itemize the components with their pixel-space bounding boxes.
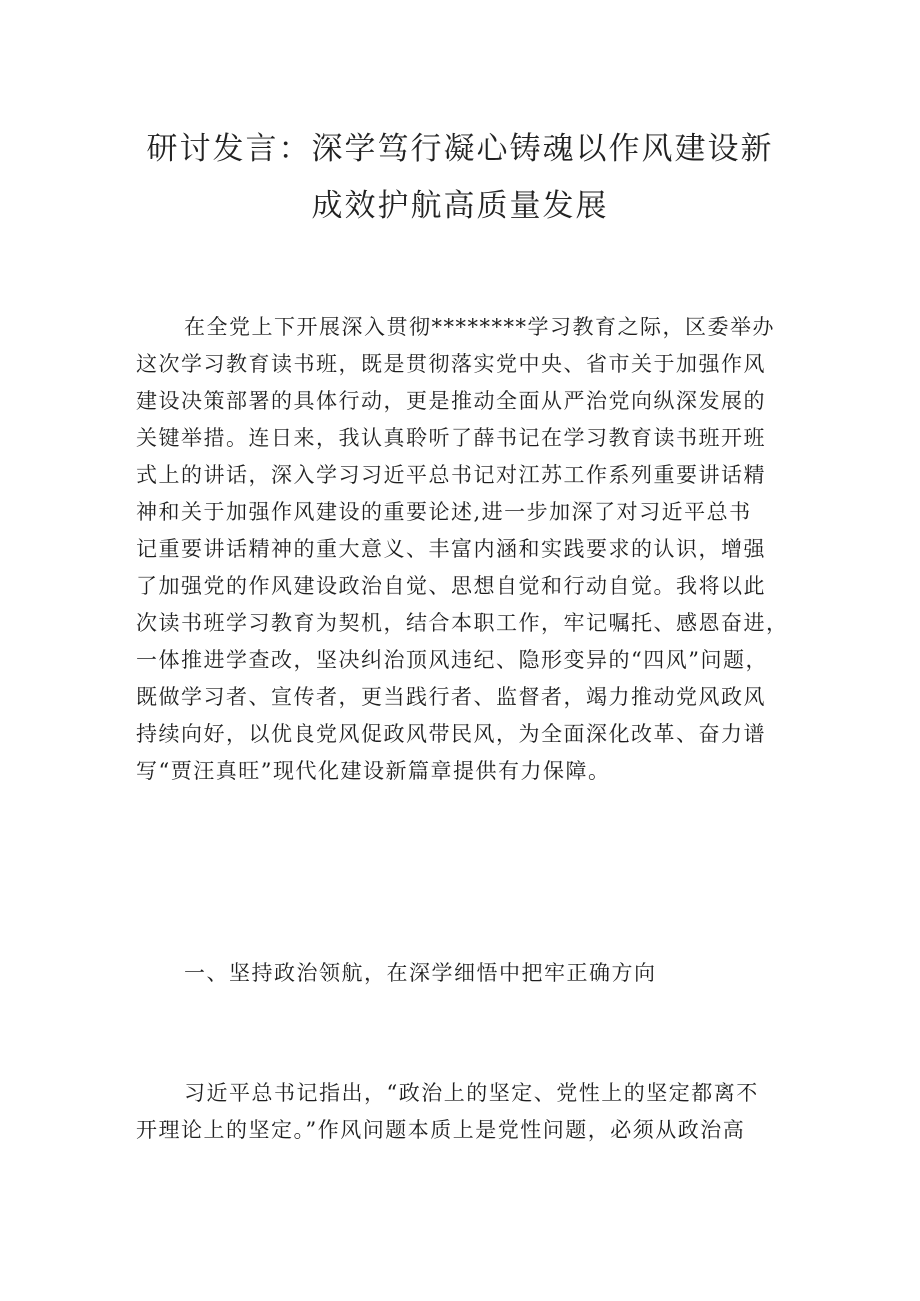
paragraph-line: 了加强党的作风建设政治自觉、思想自觉和行动自觉。我将以此 <box>136 574 766 598</box>
paragraph-line: 既做学习者、宣传者，更当践行者、监督者，竭力推动党风政风 <box>136 685 766 709</box>
paragraph-line: 持续向好，以优良党风促政风带民风，为全面深化改革、奋力谱 <box>136 722 766 746</box>
paragraph-line: 关键举措。连日来，我认真聆听了薛书记在学习教育读书班开班 <box>136 426 766 450</box>
section-paragraph <box>136 1075 816 1149</box>
document-title-line-2: 成效护航高质量发展 <box>311 188 609 224</box>
paragraph-line: 记重要讲话精神的重大意义、丰富内涵和实践要求的认识，增强 <box>136 537 766 561</box>
paragraph-line: 写“贾汪真旺”现代化建设新篇章提供有力保障。 <box>136 759 611 783</box>
section-heading-text: 一、坚持政治领航，在深学细悟中把牢正确方向 <box>184 961 657 985</box>
paragraph-line: 习近平总书记指出，“政治上的坚定、党性上的坚定都离不 <box>184 1081 759 1105</box>
paragraph-line: 式上的讲话，深入学习习近平总书记对江苏工作系列重要讲话精 <box>136 463 766 487</box>
paragraph-line: 开理论上的坚定。”作风问题本质上是党性问题，必须从政治高 <box>136 1118 746 1142</box>
section-heading <box>136 955 816 992</box>
paragraph-line: 建设决策部署的具体行动，更是推动全面从严治党向纵深发展的 <box>136 389 766 413</box>
paragraph-line: 神和关于加强作风建设的重要论述,进一步加深了对习近平总书 <box>136 500 752 524</box>
paragraph-line: 这次学习教育读书班，既是贯彻落实党中央、省市关于加强作风 <box>136 352 766 376</box>
paragraph-line: 次读书班学习教育为契机，结合本职工作，牢记嘱托、感恩奋进， <box>136 611 789 635</box>
paragraph-line: 一体推进学查改，坚决纠治顶风违纪、隐形变异的“四风”问题， <box>136 648 768 672</box>
paragraph-line: 在全党上下开展深入贯彻********学习教育之际，区委举办 <box>184 315 775 339</box>
intro-paragraph <box>136 309 816 790</box>
document-title-line-1: 研讨发言：深学笃行凝心铸魂以作风建设新 <box>146 131 774 167</box>
